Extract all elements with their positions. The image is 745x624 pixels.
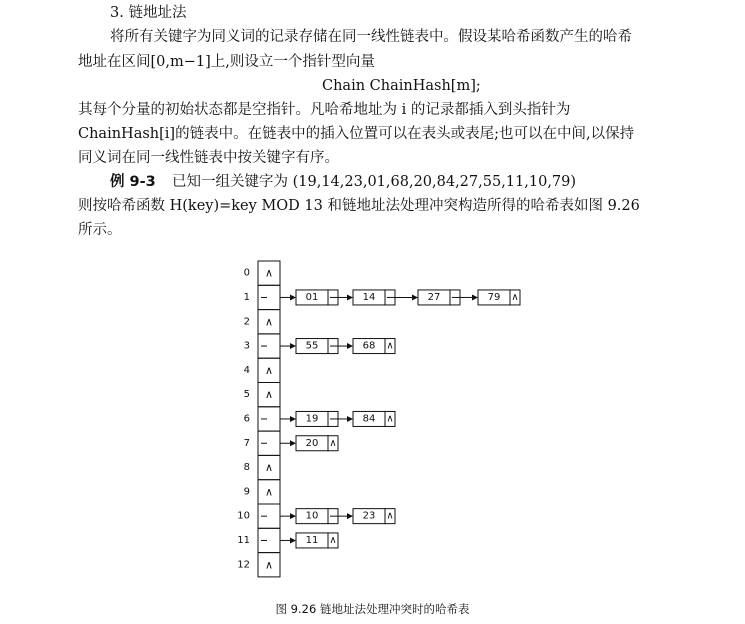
example-line: 已知一组关键字为 (19,14,23,01,68,20,84,27,55,11,10,79)	[172, 174, 577, 190]
row-index-label: 6	[243, 413, 250, 425]
figure-caption: 图 9.26 链地址法处理冲突时的哈希表	[275, 602, 470, 616]
null-pointer-symbol: ∧	[264, 388, 274, 402]
null-pointer-symbol: ∧	[264, 363, 274, 377]
chain-node-value: 68	[362, 340, 376, 352]
chain-node-value: 23	[362, 510, 376, 522]
null-pointer-symbol: ∧	[329, 437, 337, 449]
arrow-head	[472, 294, 478, 300]
null-pointer-symbol: ∧	[386, 413, 394, 425]
paragraph-line: 将所有关键字为同义词的记录存储在同一线性链表中。假设某哈希函数产生的哈希	[110, 29, 632, 45]
arrow-head	[290, 440, 296, 446]
row-index-label: 12	[237, 559, 250, 571]
arrow-head	[290, 343, 296, 349]
null-pointer-symbol: ∧	[511, 291, 519, 303]
arrow-head	[347, 513, 353, 519]
null-pointer-symbol: ∧	[329, 534, 337, 546]
chain-node-value: 20	[305, 437, 319, 449]
example-label: 例 9-3	[110, 174, 156, 190]
null-pointer-symbol: ∧	[386, 340, 394, 352]
arrow-head	[412, 294, 418, 300]
paragraph-line: 其每个分量的初始状态都是空指针。凡哈希地址为 i 的记录都插入到头指针为	[78, 102, 571, 118]
row-index-label: 0	[243, 267, 250, 279]
chain-node-value: 01	[305, 291, 319, 303]
paragraph-line: 地址在区间[0,m−1]上,则设立一个指针型向量	[78, 54, 375, 70]
row-index-label: 10	[237, 510, 250, 522]
chain-node-value: 27	[427, 291, 441, 303]
example-line: 所示。	[78, 222, 122, 238]
row-index-label: 4	[243, 364, 250, 376]
paragraph-line: 同义词在同一线性链表中按关键字有序。	[78, 150, 339, 166]
arrow-head	[290, 513, 296, 519]
chain-node-value: 55	[305, 340, 319, 352]
chain-node-value: 11	[305, 534, 319, 546]
null-pointer-symbol: ∧	[386, 510, 394, 522]
chain-node-value: 84	[362, 413, 376, 425]
row-index-label: 3	[243, 340, 250, 352]
null-pointer-symbol: ∧	[264, 315, 274, 329]
arrow-head	[347, 294, 353, 300]
chain-node-value: 14	[362, 291, 376, 303]
row-index-label: 11	[237, 534, 250, 546]
null-pointer-symbol: ∧	[264, 485, 274, 499]
section-heading: 3. 链地址法	[110, 5, 187, 21]
row-index-label: 5	[243, 389, 250, 401]
example-line: 则按哈希函数 H(key)=key MOD 13 和链地址法处理冲突构造所得的哈希表如图 9.26	[78, 198, 640, 214]
chain-node-value: 19	[305, 413, 319, 425]
arrow-head	[290, 294, 296, 300]
row-index-label: 8	[243, 462, 250, 474]
row-index-label: 7	[243, 437, 250, 449]
hash-table-diagram	[225, 255, 545, 585]
row-index-label: 1	[243, 291, 250, 303]
chain-node-value: 10	[305, 510, 319, 522]
null-pointer-symbol: ∧	[264, 461, 274, 475]
row-index-label: 2	[243, 316, 250, 328]
null-pointer-symbol: ∧	[264, 558, 274, 572]
row-index-label: 9	[243, 486, 250, 498]
paragraph-line: ChainHash[i]的链表中。在链表中的插入位置可以在表头或表尾;也可以在中间,以保持	[78, 126, 635, 142]
arrow-head	[347, 416, 353, 422]
arrow-head	[290, 537, 296, 543]
null-pointer-symbol: ∧	[264, 266, 274, 280]
arrow-head	[290, 416, 296, 422]
arrow-head	[347, 343, 353, 349]
chain-node-value: 79	[487, 291, 501, 303]
code-declaration: Chain ChainHash[m];	[322, 78, 481, 94]
